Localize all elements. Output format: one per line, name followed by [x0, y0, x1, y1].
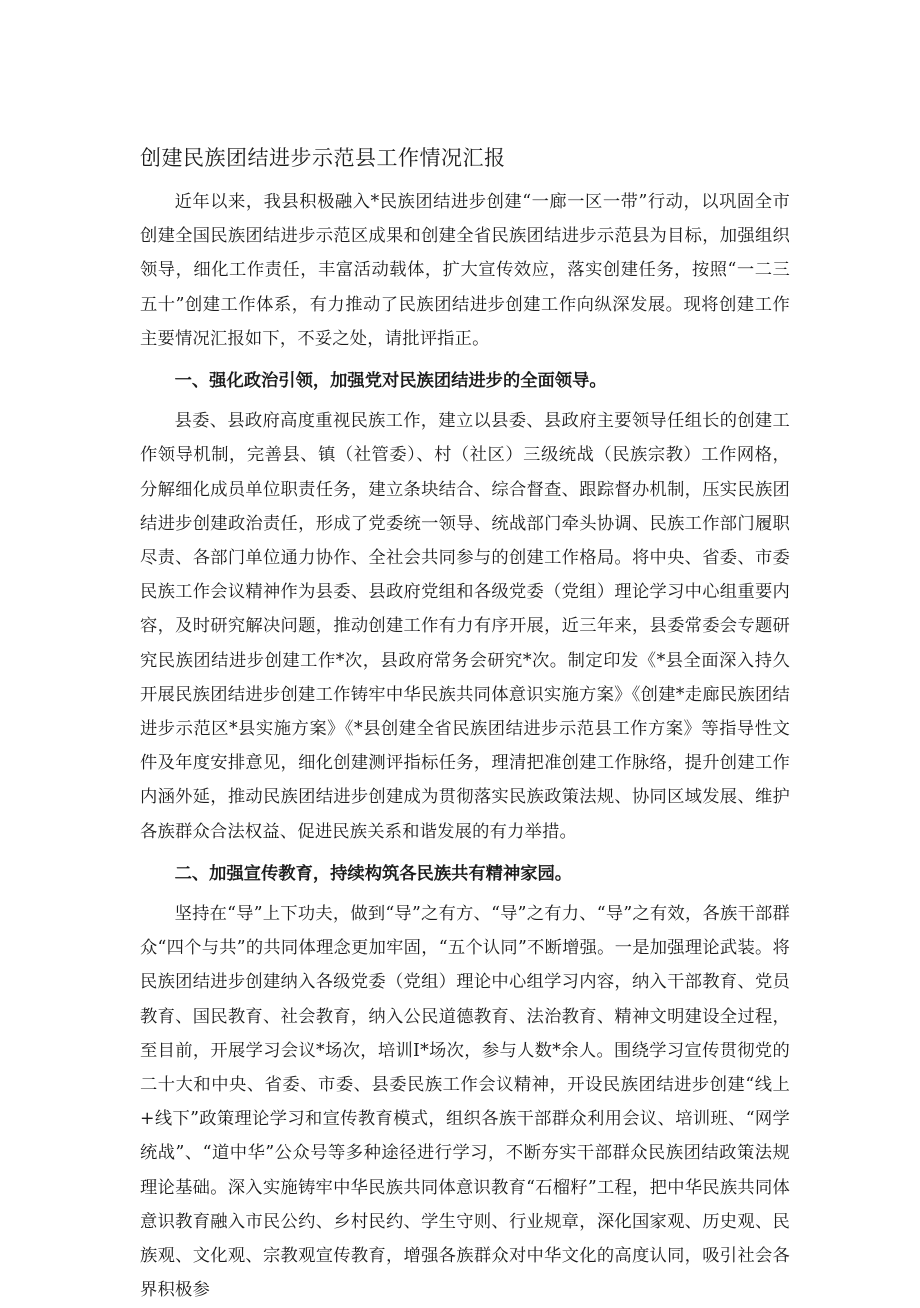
- section-2-heading: 二、加强宣传教育，持续构筑各民族共有精神家园。: [174, 863, 573, 884]
- document-title: 创建民族团结进步示范县工作情况汇报: [140, 146, 506, 170]
- section-2-paragraph: 坚持在“导”上下功夫，做到“导”之有方、“导”之有力、“导”之有效，各族干部群众“四个与共”的共同体理念更加牢固，“五个认同”不断增强。一是加强理论武装。将民族团结进步创建纳入各级党委（党组）理论中心组学习内容，纳入干部教育、党员教育、国民教育、社会教育，纳入公民道德教育、法治教育、精神文明建设全过程，至目前，开展学习会议*场次，培训I*场次，参与人数*余人。围绕学习宣传贯彻党的二十大和中央、省委、市委、县委民族工作会议精神，开设民族团结进步创建“线上+线下”政策理论学习和宣传教育模式，组织各族干部群众利用会议、培训班、“网学统战”、“道中华”公众号等多种途径进行学习，不断夯实干部群众民族团结政策法规理论基础。深入实施铸牢中华民族共同体意识教育“石榴籽”工程，把中华民族共同体意识教育融入市民公约、乡村民约、学生守则、行业规章，深化国家观、历史观、民族观、文化观、宗教观宣传教育，增强各族群众对中华文化的高度认同，吸引社会各界积极参: [140, 904, 790, 1301]
- section-1-heading: 一、强化政治引领，加强党对民族团结进步的全面领导。: [174, 371, 607, 392]
- intro-paragraph: 近年以来，我县积极融入*民族团结进步创建“一廊一区一带”行动，以巩固全市创建全国民族团结进步示范区成果和创建全省民族团结进步示范县为目标，加强组织领导，细化工作责任，丰富活动载体，扩大宣传效应，落实创建任务，按照“一二三五十”创建工作体系，有力推动了民族团结进步创建工作向纵深发展。现将创建工作主要情况汇报如下，不妥之处，请批评指正。: [140, 192, 790, 349]
- section-1-paragraph: 县委、县政府高度重视民族工作，建立以县委、县政府主要领导任组长的创建工作领导机制，完善县、镇（社管委）、村（社区）三级统战（民族宗教）工作网格，分解细化成员单位职责任务，建立条块结合、综合督查、跟踪督办机制，压实民族团结进步创建政治责任，形成了党委统一领导、统战部门牵头协调、民族工作部门履职尽责、各部门单位通力协作、全社会共同参与的创建工作格局。将中央、省委、市委民族工作会议精神作为县委、县政府党组和各级党委（党组）理论学习中心组重要内容，及时研究解决问题，推动创建工作有力有序开展，近三年来，县委常委会专题研究民族团结进步创建工作*次，县政府常务会研究*次。制定印发《*县全面深入持久开展民族团结进步创建工作铸牢中华民族共同体意识实施方案》《创建*走廊民族团结进步示范区*县实施方案》《*县创建全省民族团结进步示范县工作方案》等指导性文件及年度安排意见，细化创建测评指标任务，理清把准创建工作脉络，提升创建工作内涵外延，推动民族团结进步创建成为贯彻落实民族政策法规、协同区域发展、维护各族群众合法权益、促进民族关系和谐发展的有力举措。: [140, 411, 790, 842]
- document-body: [140, 185, 790, 1308]
